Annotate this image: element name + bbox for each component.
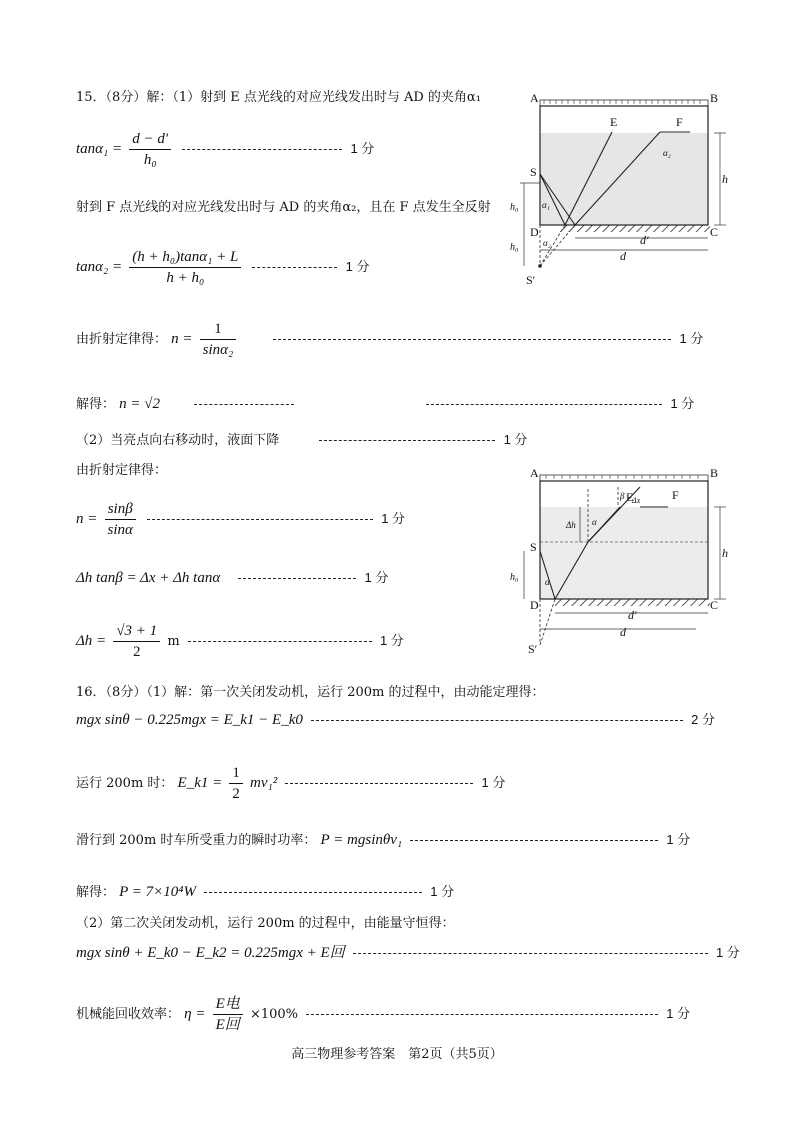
label-d-prime: d′: [628, 608, 637, 622]
label-B: B: [710, 91, 719, 105]
page-footer: 高三物理参考答案 第2页（共5页）: [291, 1047, 503, 1062]
q16-eq5: mgx sinθ + E_k0 − E_k2 = 0.225mgx + E回 1 分: [76, 945, 740, 961]
image-point: [538, 264, 542, 268]
q15-eq3: 由折射定律得： n = $\frac{1}{\text{sinα₂}}$ 1 分: [76, 321, 704, 358]
score-leader: [273, 339, 671, 340]
q15-part2: （2）当亮点向右移动时，液面下降 1 分: [76, 432, 528, 448]
label-F: F: [672, 488, 679, 502]
label-D: D: [530, 598, 539, 612]
score-leader: [285, 783, 473, 784]
score-leader: [238, 578, 356, 579]
fraction: $\frac{d - d'}{\text{h₀}}$: [129, 130, 171, 169]
label-h: h: [722, 546, 728, 560]
ruler-ticks: [546, 475, 698, 479]
q16-eq3: 滑行到 200m 时车所受重力的瞬时功率： P = mgsinθv₁ 1 分: [76, 832, 691, 848]
score-leader: [311, 720, 683, 721]
q15-line2: 射到 F 点光线的对应光线发出时与 AD 的夹角α₂，且在 F 点发生全反射: [76, 200, 491, 215]
score-leader: [410, 840, 658, 841]
fraction: $\frac{1}{2}$: [229, 764, 243, 803]
label-A: A: [530, 91, 539, 105]
label-h: h: [722, 172, 728, 186]
fraction: $\frac{\sin\beta}{\sin\alpha}$: [105, 500, 136, 539]
q16-header: 16．（8分）（1）解：第一次关闭发动机，运行 200m 的过程中，由动能定理得：: [76, 685, 545, 700]
label-dx: Δx: [632, 496, 641, 505]
q15-eq7: Δh = $\frac{√3 + 1}{2}$ m 1 分: [76, 623, 404, 660]
ruler-ticks: [544, 100, 700, 104]
label-d: d: [620, 249, 626, 263]
q15-eq5: n = $\frac{\sin\beta}{\sin\alpha}$ 1 分: [76, 501, 406, 538]
score-leader: [319, 440, 495, 441]
fraction: $\frac{√3 + 1}{2}$: [113, 622, 160, 661]
label-F: F: [676, 115, 683, 129]
label-d-prime: d′: [640, 233, 649, 247]
ground-hatch: [555, 599, 710, 606]
label-h0-b: h₀: [510, 242, 519, 253]
label-alpha2-b: α₂: [543, 238, 551, 248]
ruler: [540, 100, 708, 106]
label-S-prime: S′: [528, 642, 538, 656]
q15-eq1: [76, 130, 374, 169]
score-leader: [353, 953, 708, 954]
q15-header: 15．（8分）解：（1）射到 E 点光线的对应光线发出时与 AD 的夹角α₁: [76, 90, 481, 105]
score-leader: [204, 892, 422, 893]
q15-eq4: 解得： n = √2 1 分: [76, 396, 695, 412]
label-C: C: [710, 598, 719, 612]
ruler: [540, 475, 708, 481]
q15-part2-label: 由折射定律得：: [76, 463, 168, 478]
q15-eq6: Δh tanβ = Δx + Δh tanα 1 分: [76, 570, 389, 586]
label-B: B: [710, 466, 719, 480]
q16-eq4: 解得： P = 7×10⁴W 1 分: [76, 884, 455, 900]
q16-eq6: 机械能回收效率： η = $\frac{\text{E电}}{\text{E回}}$ ×100% 1 分: [76, 996, 691, 1033]
fraction: $\frac{\text{(h + h₀)tanα₁ + L}}{\text{h + h₀}}$: [129, 248, 241, 287]
label-d: d: [620, 625, 626, 639]
label-alpha2: α₂: [663, 148, 671, 158]
label-E: E: [626, 490, 634, 504]
optics-diagram-1: [500, 88, 740, 288]
label-h0: h₀: [510, 572, 519, 583]
score-leader: [426, 404, 662, 405]
label-h0: h₀: [510, 202, 519, 213]
score: 1 分: [350, 141, 375, 156]
label-alpha1: α₁: [542, 200, 550, 210]
q15-eq2: tanα₂ = $\frac{\text{(h + h₀)tanα₁ + L}}{\text{h + h₀}}$ 1 分: [76, 249, 370, 286]
score-leader: [188, 641, 372, 642]
label-D: D: [530, 225, 539, 239]
label-C: C: [710, 225, 719, 239]
label-alpha: α: [592, 517, 597, 527]
score-leader: [194, 404, 294, 405]
ground-hatch: [560, 225, 710, 232]
label-alpha-b: α: [545, 577, 550, 587]
label-dh: Δh: [566, 520, 576, 530]
label-E: E: [610, 115, 618, 129]
label-S: S: [530, 165, 537, 179]
q16-part2: （2）第二次关闭发动机，运行 200m 的过程中，由能量守恒得：: [76, 916, 455, 931]
eq-lhs: tanα₁ =: [76, 141, 123, 157]
label-S: S: [530, 540, 537, 554]
label-S-prime: S′: [526, 273, 536, 287]
label-A: A: [530, 466, 539, 480]
score-leader: [252, 267, 337, 268]
fraction: $\frac{\text{E电}}{\text{E回}}$: [213, 995, 243, 1034]
score-leader: [147, 519, 373, 520]
label-beta: β: [620, 491, 625, 501]
optics-diagram-2: [500, 465, 740, 660]
q16-eq2: 运行 200m 时： E_k1 = $\frac{1}{2}$ mv₁² 1 分: [76, 765, 506, 802]
score-leader: [306, 1014, 658, 1015]
fraction: $\frac{1}{\text{sinα₂}}$: [200, 320, 237, 359]
q16-eq1: mgx sinθ − 0.225mgx = E_k1 − E_k0 2 分: [76, 712, 715, 728]
score-leader: [182, 149, 342, 150]
